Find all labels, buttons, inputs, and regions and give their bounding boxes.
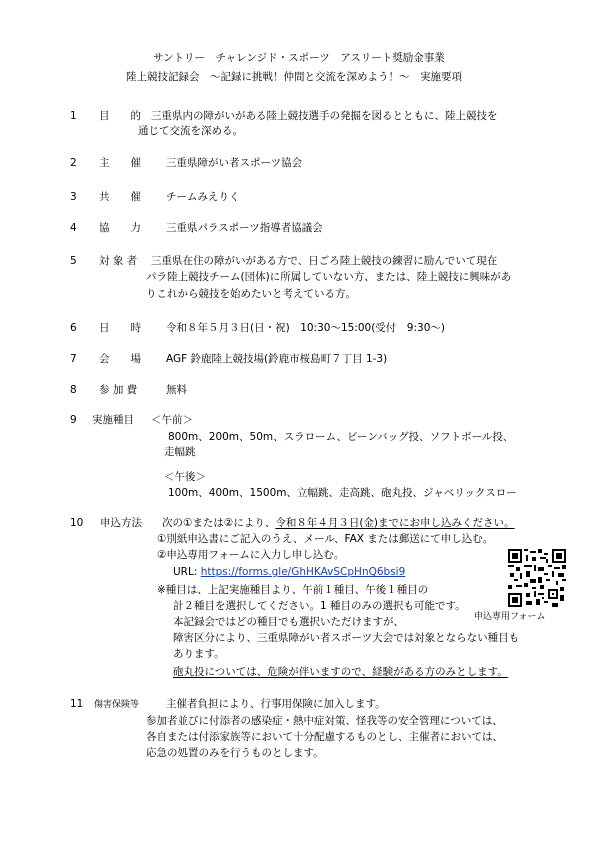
section-9-am-label: ＜午前＞ <box>151 414 193 426</box>
section-2-text: 三重県障がい者スポーツ協会 <box>166 157 303 169</box>
section-11-line-3: 各自または付添家族等において十分配慮するものとし、主催者においては、 <box>146 731 503 743</box>
section-5-text-line-3: りこれから競技を始めたいと考えている方。 <box>146 288 356 300</box>
section-8-label: 参 加 費 <box>99 384 138 396</box>
section-10-note-6: 砲丸投については、危険が伴いますので、経験がある方のみとします。 <box>173 666 508 678</box>
section-3-number: 3 <box>70 191 77 203</box>
section-10-note-1: ※種目は、上記実施種目より、午前１種目、午後１種目の <box>157 584 429 596</box>
section-5-label: 対 象 者 <box>99 255 138 267</box>
section-10-label: 申込方法 <box>100 517 142 529</box>
section-9-pm-line-1: 100m、400m、1500m、立幅跳、走高跳、砲丸投、ジャベリックスロー <box>168 487 517 499</box>
section-7-number: 7 <box>70 353 77 365</box>
section-11-label: 傷害保険等 <box>94 700 140 710</box>
section-1-text-line-2: 通じて交流を深める。 <box>138 125 243 137</box>
section-3-text: チームみえりく <box>166 191 240 203</box>
section-5-number: 5 <box>70 255 77 267</box>
section-6-number: 6 <box>70 322 77 334</box>
section-6-text: 令和８年５月３日(日・祝) 10:30～15:00(受付 9:30～) <box>166 322 445 334</box>
section-5-text-line-2: パラ陸上競技チーム(団体)に所属していない方、または、陸上競技に興味があ <box>146 271 512 283</box>
section-1-text-line-1: 三重県内の障がいがある陸上競技選手の発掘を図るとともに、陸上競技を <box>151 110 498 122</box>
section-10-option-2: ②申込専用フォームに入力し申し込む。 <box>157 549 345 561</box>
section-9-pm-label: ＜午後＞ <box>164 471 206 483</box>
section-10-url-row <box>173 566 405 579</box>
section-11-line-4: 応急の処置のみを行うものとします。 <box>146 747 324 759</box>
section-9-am-line-1: 800m、200m、50m、スラローム、ビーンバッグ投、ソフトボール投、 <box>168 431 514 443</box>
section-4-number: 4 <box>70 222 77 234</box>
url-label: URL: <box>173 566 198 578</box>
section-10-number: 10 <box>70 517 84 529</box>
header-line-2: 陸上競技記録会 ～記録に挑戦！仲間と交流を深めよう！～ 実施要項 <box>126 71 462 83</box>
section-9-am-line-2: 走幅跳 <box>164 446 196 458</box>
section-9-label: 実施種目 <box>92 414 134 426</box>
section-8-text: 無料 <box>166 384 187 396</box>
section-8-number: 8 <box>70 384 77 396</box>
section-10-note-3: 本記録会ではどの種目でも選択いただけますが、 <box>173 616 404 628</box>
header-line-1: サントリー チャレンジド・スポーツ アスリート奨励金事業 <box>153 52 445 64</box>
section-10-intro-a: 次の①または②により、 <box>162 517 276 529</box>
section-11-line-1: 主催者負担により、行事用保険に加入します。 <box>166 698 386 710</box>
section-9-number: 9 <box>70 414 77 426</box>
section-2-number: 2 <box>70 157 77 169</box>
section-11-number: 11 <box>70 698 84 710</box>
section-5-text-line-1: 三重県在住の障がいがある方で、日ごろ陸上競技の練習に励んでいて現在 <box>151 255 498 267</box>
application-form-link[interactable]: https://forms.gle/GhHKAvSCpHnQ6bsi9 <box>200 566 406 578</box>
section-7-label: 会 場 <box>99 353 141 365</box>
section-2-label: 主 催 <box>99 157 141 169</box>
section-10-deadline: 令和８年４月３日(金)までにお申し込みください。 <box>275 517 515 529</box>
section-10-note-4: 障害区分により、三重県障がい者スポーツ大会では対象とならない種目も <box>173 632 520 644</box>
qr-caption: 申込専用フォーム <box>474 612 546 622</box>
section-10-note-2: 計２種目を選択してください。1 種目のみの選択も可能です。 <box>173 600 466 612</box>
section-1-label: 目 的 <box>99 110 141 122</box>
section-10-option-1: ①別紙申込書にご記入のうえ、メール、FAX または郵送にて申し込む。 <box>157 533 494 545</box>
section-10-intro <box>162 517 515 530</box>
section-6-label: 日 時 <box>99 322 141 334</box>
section-10-note-5: あります。 <box>173 648 225 660</box>
section-1-number: 1 <box>70 110 77 122</box>
section-11-line-2: 参加者並びに付添者の感染症・熱中症対策、怪我等の安全管理については、 <box>146 715 503 727</box>
section-3-label: 共 催 <box>99 191 141 203</box>
section-7-text: AGF 鈴鹿陸上競技場(鈴鹿市桜島町７丁目 1-3) <box>166 353 388 365</box>
section-4-text: 三重県パラスポーツ指導者協議会 <box>166 222 323 234</box>
section-4-label: 協 力 <box>99 222 141 234</box>
qr-code-icon[interactable] <box>508 549 566 607</box>
